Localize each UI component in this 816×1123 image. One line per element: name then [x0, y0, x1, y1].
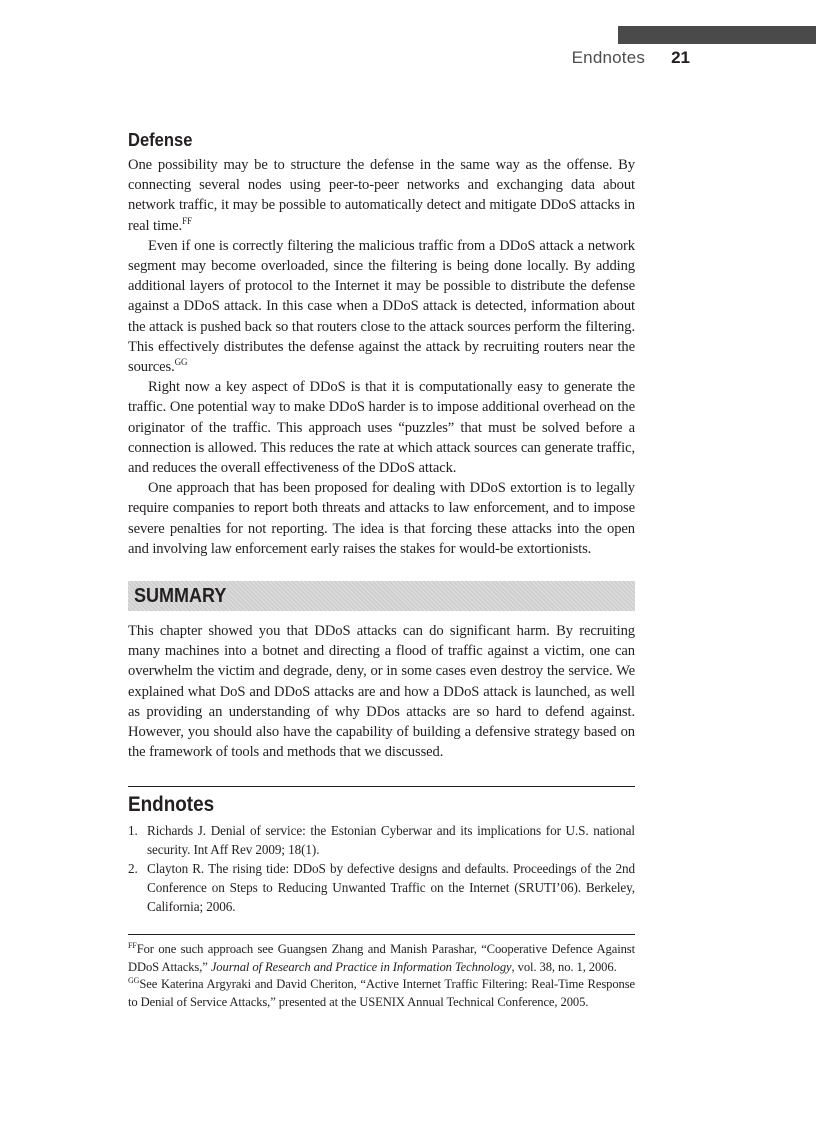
summary-heading: SUMMARY: [134, 584, 227, 607]
endnotes-heading: Endnotes: [128, 793, 215, 817]
page-content: [128, 130, 635, 1011]
footnote-journal-title: Journal of Research and Practice in Information Technology: [210, 959, 512, 974]
defense-paragraph-4: One approach that has been proposed for dealing with DDoS extortion is to legally require companies to report both threats and attacks to law enforcement, and to impose severe penalties for not reporting. The idea is that forcing these attacks into the open and involving law enforcement early raises the stakes for would-be extortionists.: [128, 480, 635, 557]
endnote-number: 1.: [128, 823, 138, 839]
endnote-item: [128, 821, 635, 859]
footnote-ff: $^{FF}$For one such approach see Guangsen Zhang and Manish Parashar, “Cooperative Defence Against DDoS Attacks,” Journal of Research and Practice in Information Technology, vol. 38, no. 1, 2006.: [128, 941, 635, 974]
running-header: [572, 48, 690, 68]
footnote-mark: GG: [128, 976, 140, 986]
defense-heading: Defense: [128, 130, 193, 150]
footnote-ref-ff: FF: [182, 215, 192, 226]
page-number: 21: [671, 48, 690, 67]
footnote-ref-gg: GG: [174, 357, 188, 368]
summary-banner: [128, 581, 635, 611]
footnote-gg: $^{GG}$See Katerina Argyraki and David Cheriton, “Active Internet Traffic Filtering: Real-Time Response to Denial of Service Attacks,” presented at the USENIX Annual Technical Conference, 2005.: [128, 976, 635, 1009]
summary-paragraph: This chapter showed you that DDoS attacks can do significant harm. By recruiting many machines into a botnet and directing a flood of traffic against a victim, one can overwhelm the victim and degrade, deny, or in some cases even destroy the service. We explained what DoS and DDoS attacks are and how a DDoS attack is launched, as well as providing an understanding of why DDos attacks are so hard to defend against. However, you should also have the capability of building a defensive strategy based on the framework of tools and methods that we discussed.: [128, 623, 635, 761]
header-corner-bar: [618, 26, 816, 44]
footnote-mark: FF: [128, 941, 137, 951]
endnotes-rule: [128, 786, 635, 787]
endnotes-list: [128, 821, 635, 916]
running-title: Endnotes: [571, 48, 646, 67]
endnote-item: [128, 859, 635, 916]
endnote-text: Richards J. Denial of service: the Estonian Cyberwar and its implications for U.S. national security. Int Aff Rev 2009; 18(1).: [147, 823, 635, 858]
endnote-text: Clayton R. The rising tide: DDoS by defective designs and defaults. Proceedings of the 2nd Conference on Steps to Reducing Unwanted Traffic on the Internet (SRUTI’06). Berkeley, California; 2006.: [147, 861, 635, 915]
defense-paragraph-1: One possibility may be to structure the defense in the same way as the offense. By connecting several nodes using peer-to-peer networks and exchanging data about network traffic, it may be possible to automatically detect and mitigate DDoS attacks in real time.$^{FF}$: [128, 157, 635, 234]
endnote-number: 2.: [128, 861, 138, 877]
defense-paragraph-2: Even if one is correctly filtering the malicious traffic from a DDoS attack a network segment may become overloaded, since the filtering is being done locally. By adding additional layers of protocol to the Internet it may be possible to distribute the defense against a DDoS attack. In this case when a DDoS attack is detected, information about the attack is pushed back so that routers close to the attack sources perform the filtering. This effectively distributes the defense against the attack by recruiting routers near the sources.$^{GG}$: [128, 237, 635, 376]
defense-paragraph-3: Right now a key aspect of DDoS is that it is computationally easy to generate the traffic. One potential way to make DDoS harder is to impose additional overhead on the originator of the traffic. This approach uses “puzzles” that must be solved before a connection is allowed. This reduces the rate at which attack sources can generate traffic, and reduces the overall effectiveness of the DDoS attack.: [128, 379, 635, 477]
footnote-rule: [128, 934, 635, 935]
